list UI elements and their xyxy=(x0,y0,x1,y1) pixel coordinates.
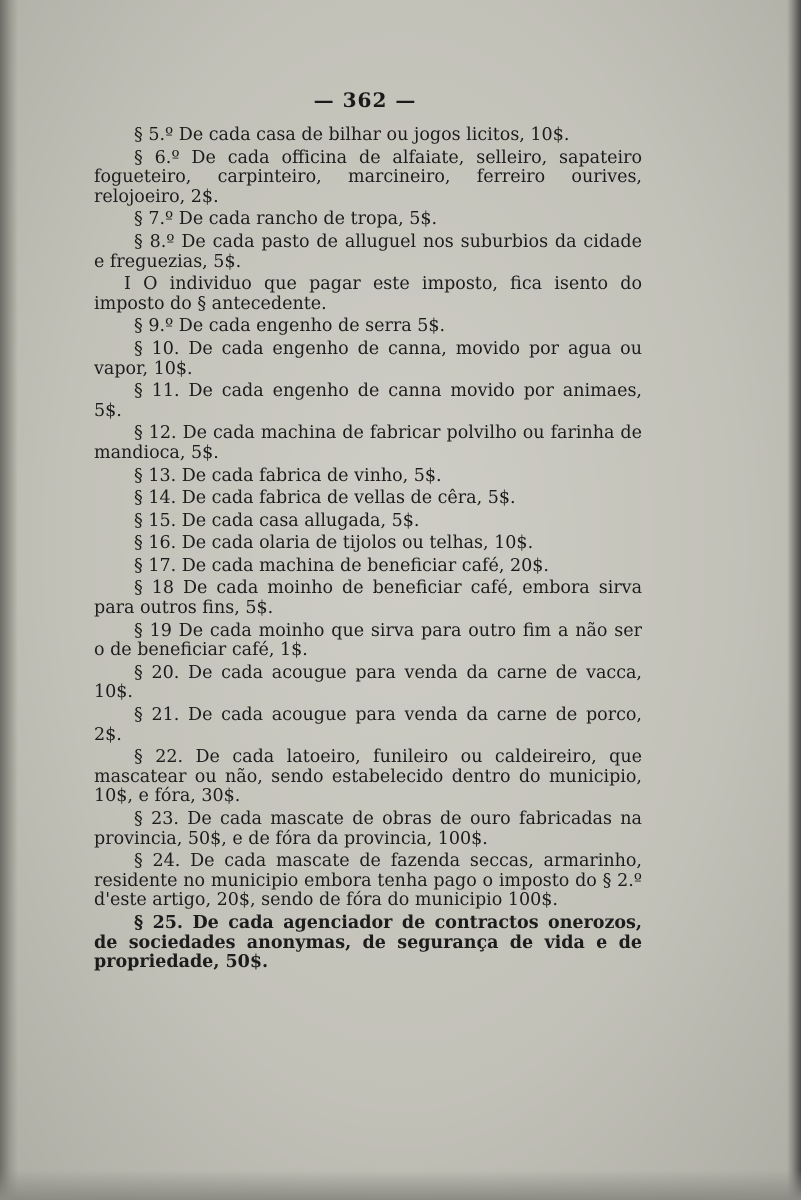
page-left-edge-shadow xyxy=(0,0,18,1200)
paragraph-section-24: § 24. De cada mascate de fazenda seccas, armarinho, residente no municipio embora tenha pago o imposto do § 2.º d'este artigo, 20$, sendo de fóra do municipio 100$. xyxy=(94,851,642,911)
paragraph-section-23: § 23. De cada mascate de obras de ouro fabricadas na provincia, 50$, e de fóra da provincia, 100$. xyxy=(94,809,642,849)
paragraph-section-22: § 22. De cada latoeiro, funileiro ou caldeireiro, que mascatear ou não, sendo estabelecido dentro do municipio, 10$, e fóra, 30$. xyxy=(94,747,642,807)
paragraph-section-9: § 9.º De cada engenho de serra 5$. xyxy=(134,316,446,337)
paragraph-section-14: § 14. De cada fabrica de vellas de cêra, 5$. xyxy=(134,488,516,509)
paragraph-section-7: § 7.º De cada rancho de tropa, 5$. xyxy=(134,209,438,230)
page-bottom-edge-shadow xyxy=(0,1170,801,1200)
paragraph-section-20: § 20. De cada acougue para venda da carne de vacca, 10$. xyxy=(94,662,642,703)
page-number: — 362 — xyxy=(313,88,417,112)
paragraph-section-10: § 10. De cada engenho de canna, movido por agua ou vapor, 10$. xyxy=(94,338,642,379)
paragraph-section-6: § 6.º De cada officina de alfaiate, selleiro, sapateiro fogueteiro, carpinteiro, marcineiro, ferreiro ourives, relojoeiro, 2$. xyxy=(94,147,642,207)
paragraph-section-15: § 15. De cada casa allugada, 5$. xyxy=(134,510,420,531)
paragraph-section-21: § 21. De cada acougue para venda da carne de porco, 2$. xyxy=(94,705,642,745)
paragraph-section-8: § 8.º De cada pasto de alluguel nos suburbios da cidade e freguezias, 5$. xyxy=(94,231,642,272)
paragraph-section-13: § 13. De cada fabrica de vinho, 5$. xyxy=(134,465,442,486)
paragraph-section-16: § 16. De cada olaria de tijolos ou telhas, 10$. xyxy=(134,533,534,554)
paragraph-section-5: § 5.º De cada casa de bilhar ou jogos licitos, 10$. xyxy=(134,125,570,145)
paragraph-section-25: § 25. De cada agenciador de contractos onerozos, de sociedades anonymas, de segurança de vida e de propriedade, 50$. xyxy=(94,912,642,973)
paragraph-section-12: § 12. De cada machina de fabricar polvilho ou farinha de mandioca, 5$. xyxy=(94,423,642,463)
page-right-edge-shadow xyxy=(787,0,801,1200)
paragraph-section-18: § 18 De cada moinho de beneficiar café, embora sirva para outros fins, 5$. xyxy=(94,578,642,619)
paragraph-section-11: § 11. De cada engenho de canna movido por animaes, 5$. xyxy=(94,381,642,421)
paragraph-section-19: § 19 De cada moinho que sirva para outro fim a não ser o de beneficiar café, 1$. xyxy=(94,620,642,661)
body-text xyxy=(94,126,642,976)
paragraph-note-i: I O individuo que pagar este imposto, fica isento do imposto do § antecedente. xyxy=(94,274,642,314)
paragraph-section-17: § 17. De cada machina de beneficiar café, 20$. xyxy=(134,555,549,576)
